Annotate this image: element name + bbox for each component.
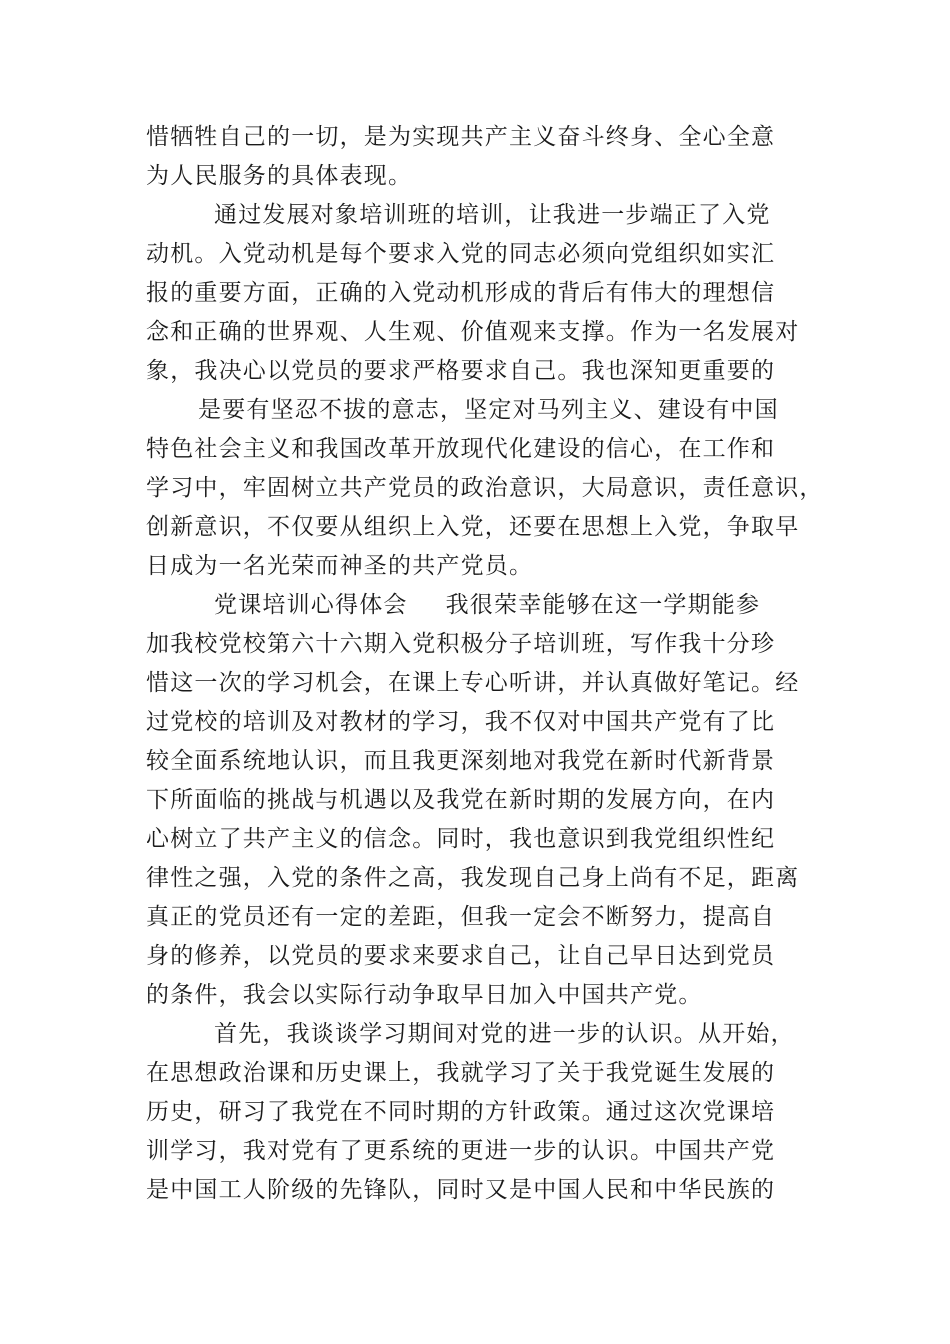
text-line: 报的重要方面，正确的入党动机形成的背后有伟大的理想信 [146,280,776,306]
paragraph-start-line: 是要有坚忍不拔的意志，坚定对马列主义、建设有中国 [198,397,779,423]
text-line: 历史，研习了我党在不同时期的方针政策。通过这次党课培 [146,1099,776,1125]
text-line: 日成为一名光荣而神圣的共产党员。 [146,553,534,579]
paragraph-start-line: 首先，我谈谈学习期间对党的进一步的认识。从开始， [214,1021,795,1047]
text-line: 的条件，我会以实际行动争取早日加入中国共产党。 [146,982,703,1008]
text-line: 为人民服务的具体表现。 [146,163,413,189]
text-line: 是中国工人阶级的先锋队，同时又是中国人民和中华民族的 [146,1177,776,1203]
text-line: 律性之强，入党的条件之高，我发现自己身上尚有不足，距离 [146,865,800,891]
text-line: 训学习，我对党有了更系统的更进一步的认识。中国共产党 [146,1138,776,1164]
text-line: 动机。入党动机是每个要求入党的同志必须向党组织如实汇 [146,241,776,267]
text-line: 较全面系统地认识，而且我更深刻地对我党在新时代新背景 [146,748,776,774]
text-line: 学习中，牢固树立共产党员的政治意识，大局意识，责任意识， [146,475,824,501]
text-line: 在思想政治课和历史课上，我就学习了关于我党诞生发展的 [146,1060,776,1086]
text-line: 身的修养，以党员的要求来要求自己，让自己早日达到党员 [146,943,776,969]
text-line: 下所面临的挑战与机遇以及我党在新时期的发展方向，在内 [146,787,776,813]
text-line: 惜牺牲自己的一切，是为实现共产主义奋斗终身、全心全意 [146,124,776,150]
text-line: 象，我决心以党员的要求严格要求自己。我也深知更重要的 [146,358,776,384]
text-line: 特色社会主义和我国改革开放现代化建设的信心，在工作和 [146,436,776,462]
text-line: 真正的党员还有一定的差距，但我一定会不断努力，提高自 [146,904,776,930]
section-heading: 党课培训心得体会 [214,592,408,618]
text-line: 过党校的培训及对教材的学习，我不仅对中国共产党有了比 [146,709,776,735]
body-text [146,118,824,1210]
paragraph-opening: 我很荣幸能够在这一学期能参 [445,592,761,618]
text-line: 创新意识，不仅要从组织上入党，还要在思想上入党，争取早 [146,514,800,540]
paragraph-start-line: 通过发展对象培训班的培训，让我进一步端正了入党 [214,202,771,228]
text-line: 心树立了共产主义的信念。同时，我也意识到我党组织性纪 [146,826,776,852]
text-line: 加我校党校第六十六期入党积极分子培训班，写作我十分珍 [146,631,776,657]
text-line: 念和正确的世界观、人生观、价值观来支撑。作为一名发展对 [146,319,800,345]
text-line: 惜这一次的学习机会，在课上专心听讲，并认真做好笔记。经 [146,670,800,696]
section-heading-line [146,586,806,625]
